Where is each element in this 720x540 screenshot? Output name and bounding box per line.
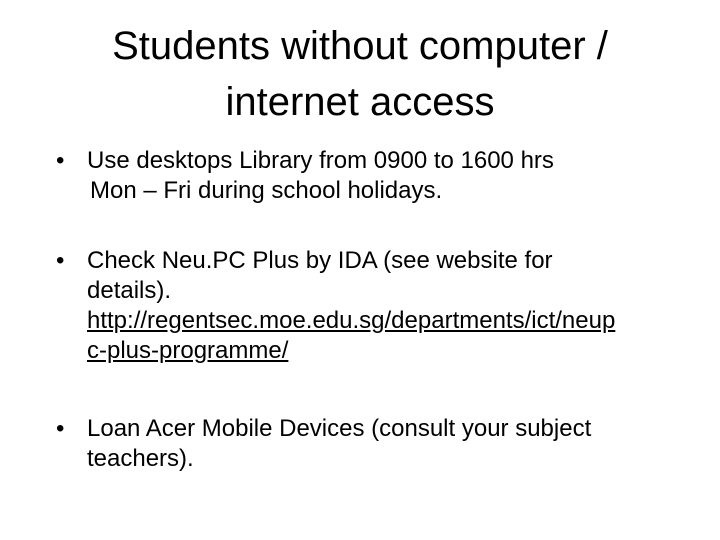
bullet-marker: • (56, 247, 65, 274)
bullet-text (87, 414, 706, 474)
bullet-text-line-2: details). (87, 277, 172, 304)
bullet-text (87, 246, 706, 366)
bullet-item-neupc (56, 246, 706, 366)
bullet-marker: • (56, 415, 65, 442)
bullet-text-line-1: Check Neu.PC Plus by IDA (see website for (87, 247, 553, 274)
slide-title-line-2: internet access (225, 80, 495, 124)
bullet-text-line-2: teachers). (87, 445, 194, 472)
bullet-text-line-1: Loan Acer Mobile Devices (consult your subject (87, 415, 592, 442)
bullet-marker: • (56, 147, 65, 174)
bullet-item-loan (56, 414, 706, 474)
bullet-text-line-2: Mon – Fri during school holidays. (90, 177, 443, 204)
bullet-text (87, 146, 706, 206)
slide-title-line-1: Students without computer / (112, 24, 608, 68)
slide-title (36, 18, 684, 130)
neupc-link[interactable] (87, 306, 706, 366)
bullet-text-line-1: Use desktops Library from 0900 to 1600 hrs (87, 147, 554, 174)
bullet-item-library (56, 146, 706, 206)
neupc-link-line-2[interactable]: c-plus-programme/ (87, 337, 289, 364)
neupc-link-line-1[interactable]: http://regentsec.moe.edu.sg/departments/ict/neup (87, 307, 616, 334)
